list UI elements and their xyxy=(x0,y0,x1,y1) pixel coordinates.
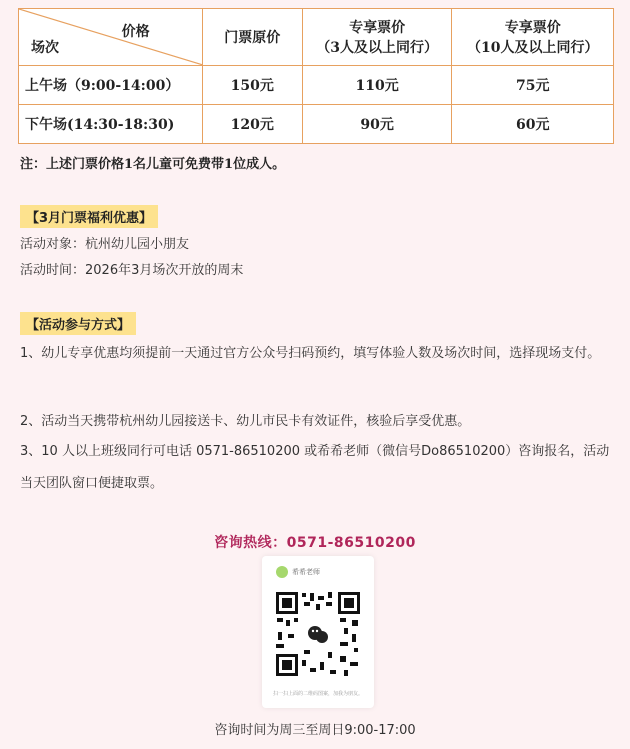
session-cell: 上午场（9:00-14:00） xyxy=(19,66,203,105)
col-title: 门票原价 xyxy=(224,30,281,46)
table-header-row xyxy=(19,9,614,66)
col-title: 专享票价 xyxy=(349,20,406,36)
price-cell: 110元 xyxy=(302,66,452,105)
col-title: 专享票价 xyxy=(504,20,561,36)
avatar xyxy=(276,566,288,578)
price-table xyxy=(18,8,614,144)
session-cell: 下午场(14:30-18:30) xyxy=(19,105,203,144)
header-price-label: 价格 xyxy=(121,24,150,40)
table-row xyxy=(19,105,614,144)
col-subtitle: （10人及以上同行） xyxy=(466,40,599,56)
qr-footer: 扫一扫上面的二维码图案，加我为朋友。 xyxy=(272,691,363,697)
qr-contact-name: 希希老师 xyxy=(292,568,320,576)
consult-hours: 咨询时间为周三至周日9:00-17:00 xyxy=(214,723,416,738)
qr-card xyxy=(262,556,374,708)
offer-time: 活动时间：2026年3月场次开放的周末 xyxy=(20,263,244,278)
price-cell: 75元 xyxy=(452,66,614,105)
header-session-label: 场次 xyxy=(31,40,59,56)
price-note: 注：上述门票价格1名儿童可免费带1位成人。 xyxy=(20,157,286,172)
price-cell: 60元 xyxy=(452,105,614,144)
participation-item-2: 2、活动当天携带杭州幼儿园接送卡、幼儿市民卡有效证件，核验后享受优惠。 xyxy=(20,414,471,429)
offer-target: 活动对象：杭州幼儿园小朋友 xyxy=(20,237,190,252)
col-header-original xyxy=(202,9,302,66)
col-subtitle: （3人及以上同行） xyxy=(316,40,438,56)
price-cell: 150元 xyxy=(202,66,302,105)
section-tag-participation: 【活动参与方式】 xyxy=(20,312,136,335)
col-header-group3 xyxy=(302,9,452,66)
qr-header xyxy=(276,566,320,578)
price-cell: 90元 xyxy=(302,105,452,144)
header-corner-cell xyxy=(19,9,203,66)
price-table-container xyxy=(18,8,614,144)
participation-item-3: 3、10 人以上班级同行可电话 0571-86510200 或希希老师（微信号Do86510200）咨询报名，活动当天团队窗口便捷取票。 xyxy=(20,444,610,491)
table-row xyxy=(19,66,614,105)
participation-item-1: 1、幼儿专享优惠均须提前一天通过官方公众号扫码预约，填写体验人数及场次时间，选择现场支付。 xyxy=(20,346,601,361)
hotline: 咨询热线：0571-86510200 xyxy=(214,535,416,551)
qr-code-icon[interactable] xyxy=(274,590,362,678)
col-header-group10 xyxy=(452,9,614,66)
price-cell: 120元 xyxy=(202,105,302,144)
section-tag-offer: 【3月门票福利优惠】 xyxy=(20,205,158,228)
